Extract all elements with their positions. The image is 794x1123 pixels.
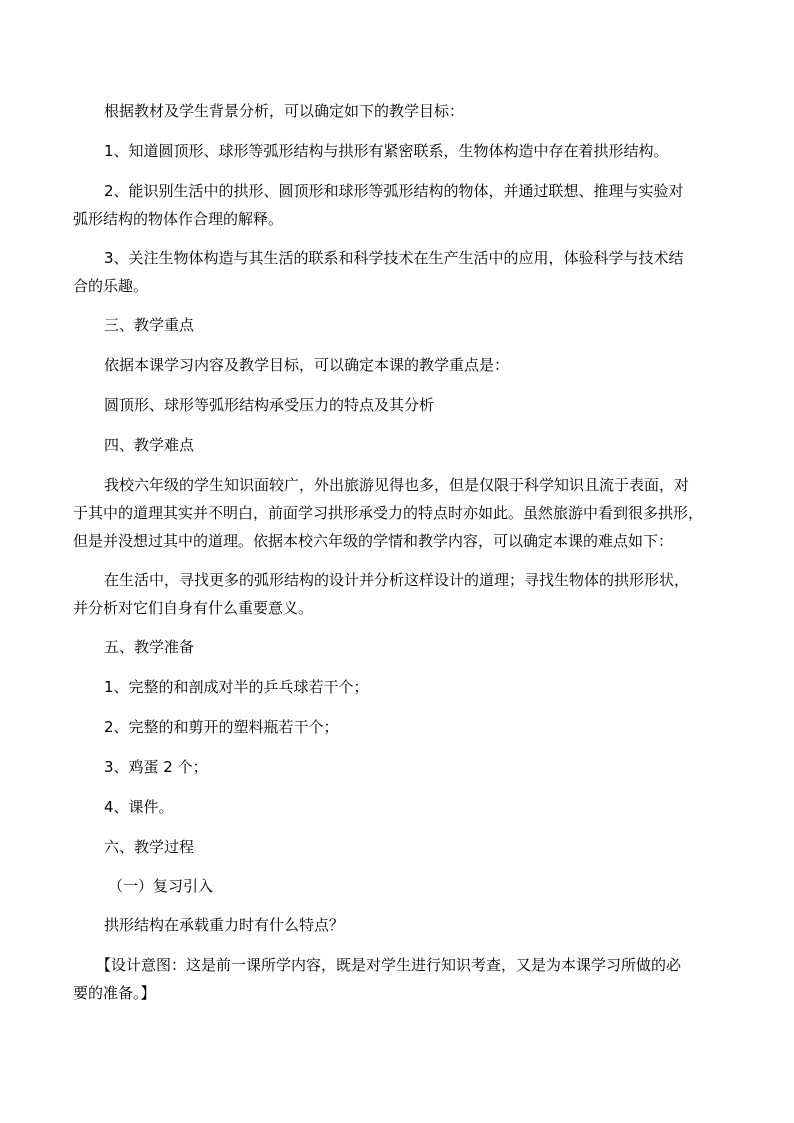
- key-point-text: 圆顶形、球形等弧形结构承受压力的特点及其分析: [104, 396, 435, 414]
- difficulty-detail-line-2: 并分析对它们自身有什么重要意义。: [73, 599, 314, 617]
- goal-3-line-1: 3、关注生物体构造与其生活的联系和科学技术在生产生活中的应用，体验科学与技术结: [104, 249, 684, 267]
- difficulties-line-1: 我校六年级的学生知识面较广，外出旅游见得也多，但是仅限于科学知识且流于表面，对: [104, 476, 690, 494]
- design-intent-line-2: 要的准备。】: [73, 984, 156, 1002]
- section-heading-key-points: 三、教学重点: [104, 316, 195, 334]
- section-heading-process: 六、教学过程: [104, 838, 195, 856]
- difficulties-line-2: 于其中的道理其实并不明白，前面学习拱形承受力的特点时亦如此。虽然旅游中看到很多拱形，: [73, 504, 704, 522]
- design-intent-line-1: 【设计意图：这是前一课所学内容，既是对学生进行知识考查，又是为本课学习所做的必: [96, 956, 682, 974]
- prep-item-4: 4、课件。: [104, 798, 174, 816]
- prep-item-1: 1、完整的和剖成对半的乒乓球若干个；: [104, 678, 369, 696]
- goal-1: 1、知道圆顶形、球形等弧形结构与拱形有紧密联系，生物体构造中存在着拱形结构。: [104, 142, 669, 160]
- intro-paragraph: 根据教材及学生背景分析，可以确定如下的教学目标：: [104, 102, 465, 120]
- section-heading-difficulties: 四、教学难点: [104, 436, 195, 454]
- difficulty-detail-line-1: 在生活中，寻找更多的弧形结构的设计并分析这样设计的道理；寻找生物体的拱形形状，: [104, 571, 690, 589]
- subsection-review: （一）复习引入: [108, 877, 214, 895]
- goal-2-line-2: 弧形结构的物体作合理的解释。: [73, 210, 284, 228]
- key-points-intro: 依据本课学习内容及教学目标，可以确定本课的教学重点是：: [104, 356, 510, 374]
- review-question: 拱形结构在承载重力时有什么特点？: [104, 916, 345, 934]
- prep-item-2: 2、完整的和剪开的塑料瓶若干个；: [104, 718, 339, 736]
- goal-2-line-1: 2、能识别生活中的拱形、圆顶形和球形等弧形结构的物体，并通过联想、推理与实验对: [104, 182, 684, 200]
- goal-3-line-2: 合的乐趣。: [73, 277, 149, 295]
- prep-item-3: 3、鸡蛋 2 个；: [104, 758, 208, 776]
- difficulties-line-3: 但是并没想过其中的道理。依据本校六年级的学情和教学内容，可以确定本课的难点如下：: [73, 532, 674, 550]
- section-heading-preparation: 五、教学准备: [104, 638, 195, 656]
